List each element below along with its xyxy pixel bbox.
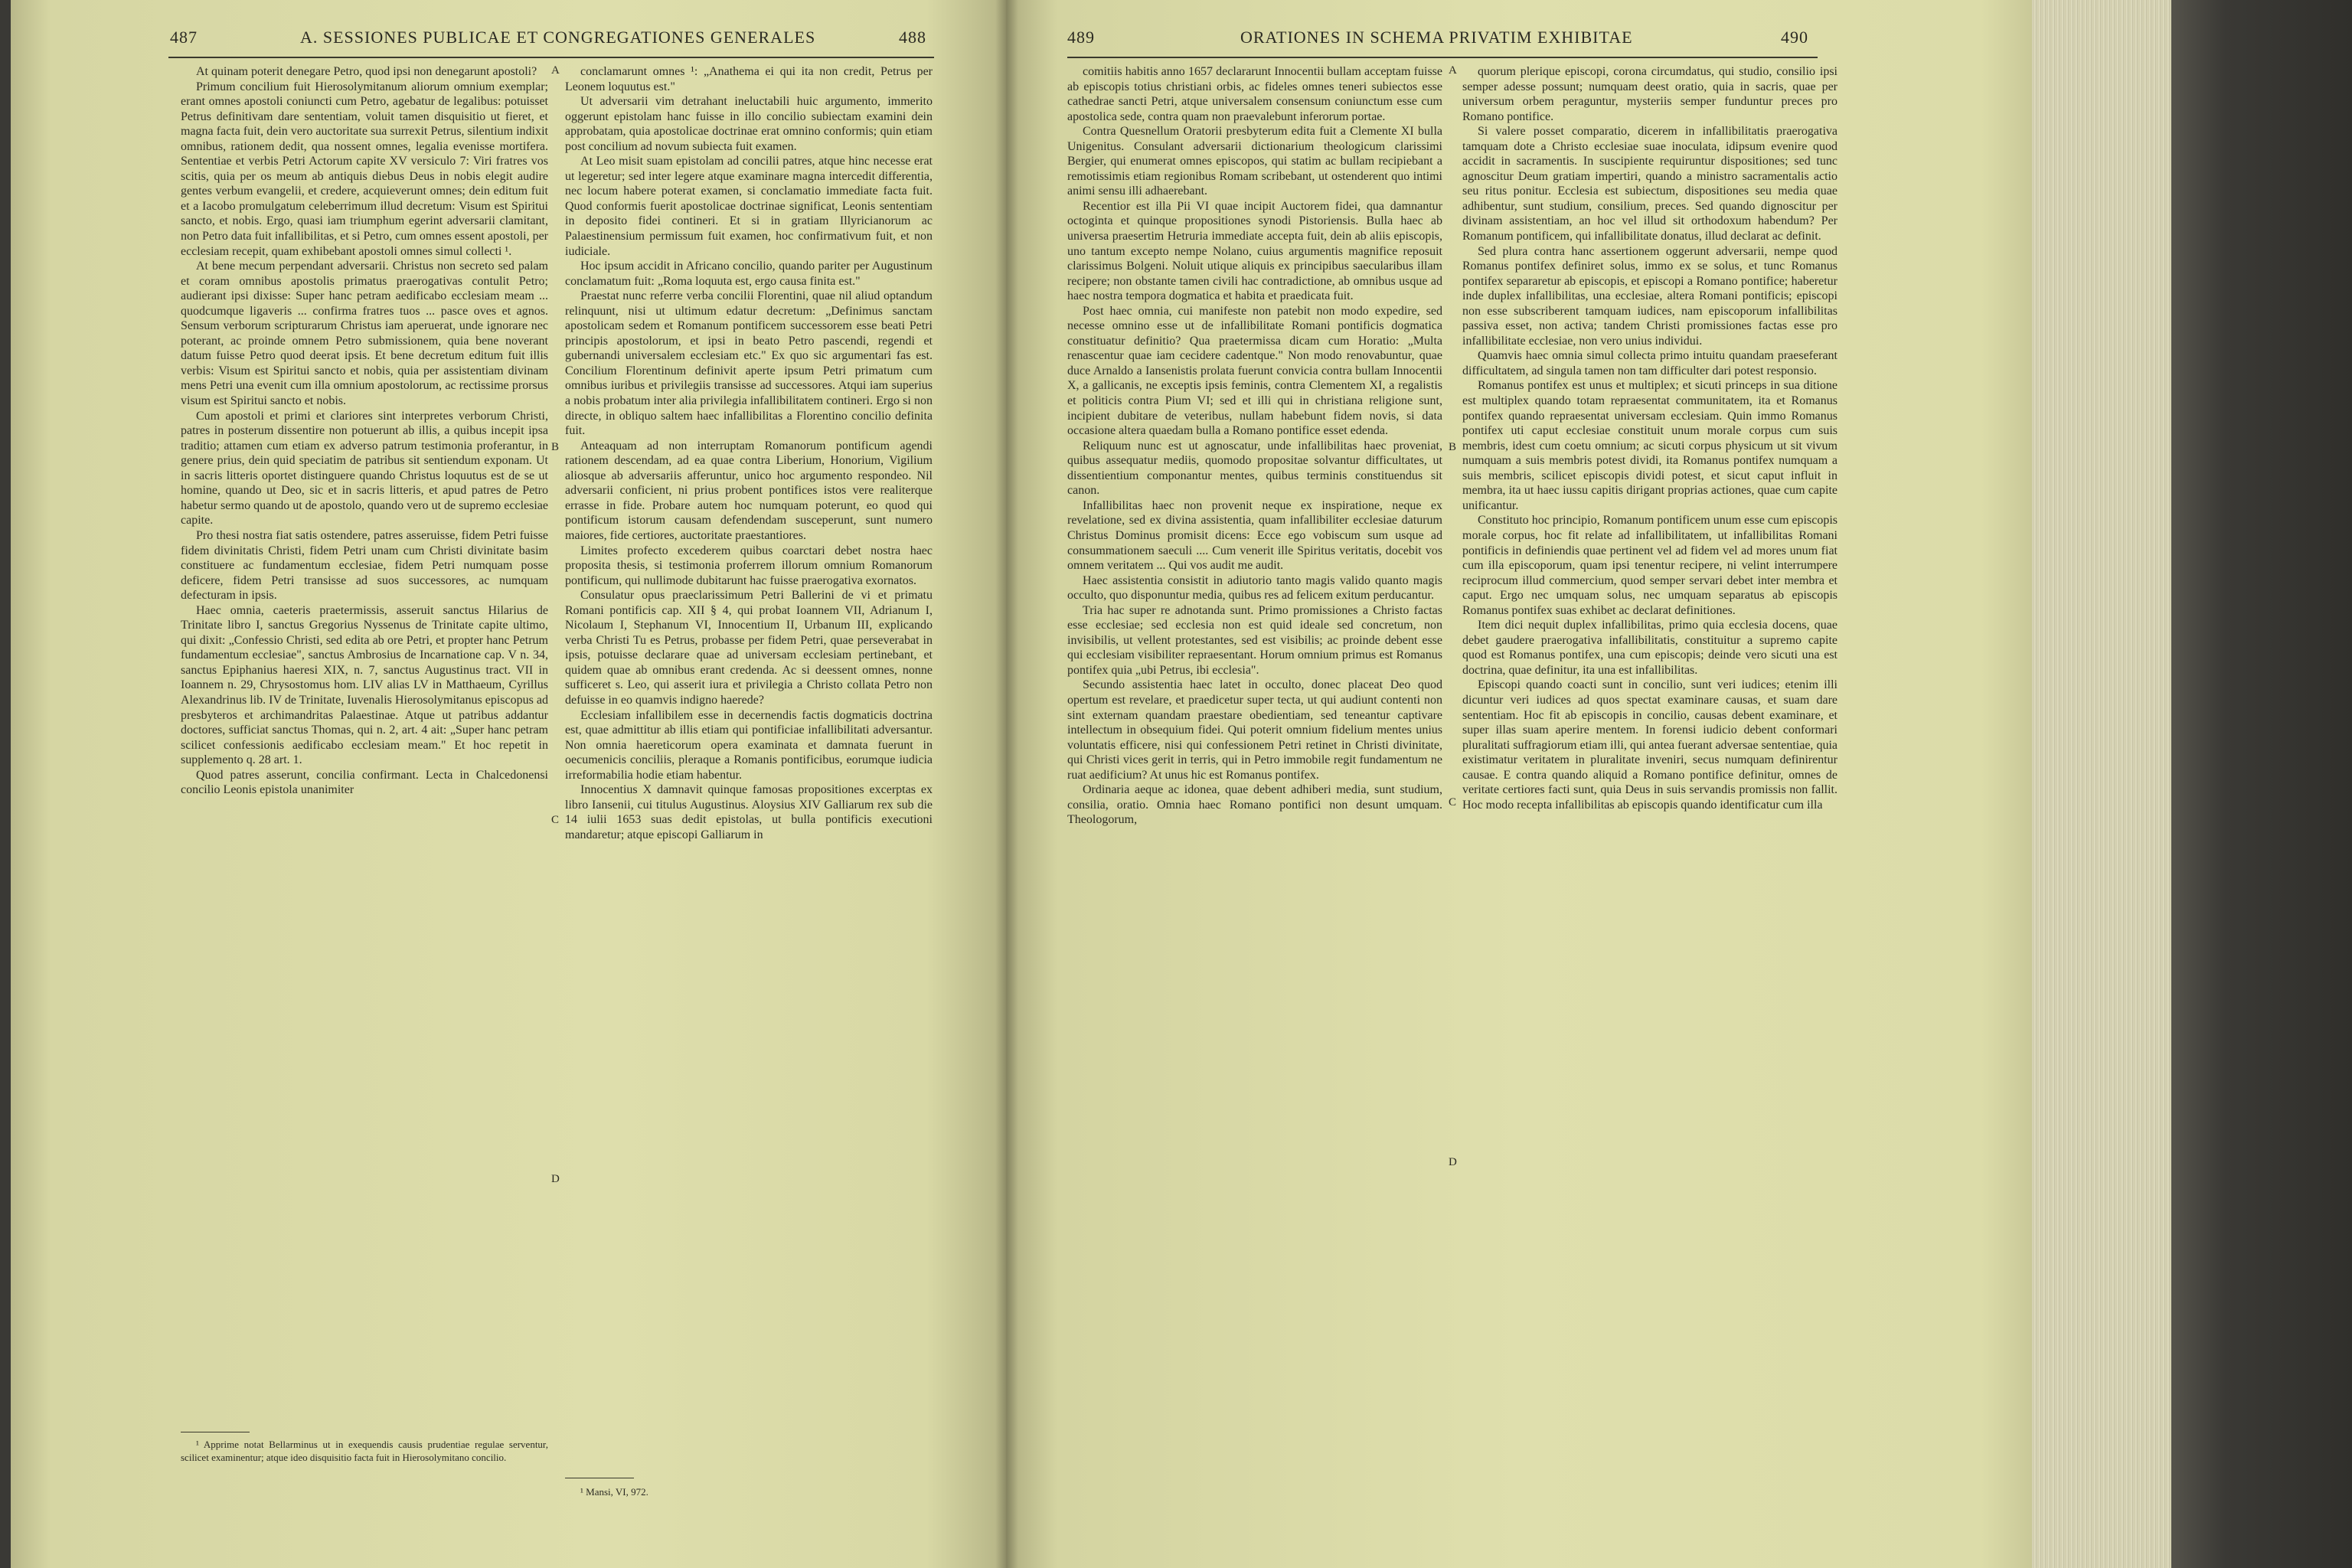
paragraph: Primum concilium fuit Hierosolymitanum aliorum omnium exemplar; erant omnes apostoli coniuncti cum Petro, agebatur de legalibus: potuisset Petrus definitivam dare sententiam, voluit tamen disquisitio ut fieret, et magna facta fuit, dein vero auctoritate sua surrexit Petrus, silentium indixit omnibus, rationem dedit, qua nossent omnes, legalia evenisse mortifera. Sententiae et verbis Petri Actorum capite XV versiculo 7: Viri fratres vos scitis, quia per os meum ab antiquis diebus Deus in nobis elegit audire gentes verbum evangelii, et credere, acquieverunt omnes; dein editum fuit et a Iacobo promulgatum celeberrimum illud decretum: Visum est Spiritui sancto, et nobis. Ergo, quasi iam triumphum egerint adversarii clamitant, non Petro data fuit infallibilitas, et si Petro, cum omnes essent apostoli, per ecclesiam recepit, quam exhibebant apostoli omnes simul collecti ¹.	[181, 80, 548, 258]
paragraph: Innocentius X damnavit quinque famosas propositiones excerptas ex libro Iansenii, cui titulus Augustinus. Aloysius XIV Galliarum rex sub die 14 iulii 1653 suas dedit epistolas, ut bulla pontificis executioni mandaretur; atque episcopi Galliarum in	[565, 783, 933, 841]
text-column-a	[181, 64, 548, 1416]
footnote	[181, 1438, 548, 1464]
margin-marker: B	[551, 441, 560, 453]
paragraph: Romanus pontifex est unus et multiplex; et sicuti princeps in sua ditione est multiplex quando totam repraesentat communitatem, ita et Romanus pontifex quando repraesentat universam ecclesiam. Quin immo Romanus pontifex uti caput ecclesiae constituit unum morale corpus cum suis membris, idest cum coetu omnium; ac sicuti corpus physicum ut sit vivum numquam a suis membris potest dividi, ita Romanus pontifex numquam a suis membris, scilicet episcopis dividi potest, et sicut caput influit in membra, ita ut haec iussu capitis dirigant proprias actiones, quae cum capite unificantur.	[1462, 379, 1838, 512]
paragraph: Item dici nequit duplex infallibilitas, primo quia ecclesia docens, quae debet gaudere praerogativa infallibilitatis, constituitur a supremo capite quod est Romanus pontifex, una cum episcopis; deinde vero sicuti una est doctrina, quae definitur, ita una est infallibilitas.	[1462, 619, 1838, 677]
paragraph: Post haec omnia, cui manifeste non patebit non modo expedire, sed necesse omnino esse ut de infallibilitate Romani pontificis dogmatica constituatur definitio? Qua praetermissa dicam cum Horatio: „Multa renascentur quae iam cecidere cadentque." Non modo renovabuntur, quae duce Arnaldo a Iansenistis prolata fuerunt convicia contra bullam Innocentii X, a gallicanis, ne exceptis ipsis feminis, contra Clementem XI, a regalistis et politicis contra Pium VI; sed et illi qui in christiana religione sunt, incipient dubitare de veteribus, nullam habebunt fidem novis, si data occasione altera quaedam bulla a Romano pontifice esset edenda.	[1067, 304, 1442, 438]
header-rule	[168, 57, 934, 58]
paragraph: At Leo misit suam epistolam ad concilii patres, atque hinc necesse erat ut legeretur; sed inter legere atque examinare magna intercedit differentia, nec locum habere poterat examen, si conclamatio immediate facta fuit. Quod conformis fuerit apostolicae doctrinae significat, Leonis sententiam in deposito fidei contineri. Et si in gratiam Illyricianorum ac Palaestinensium permissum fuit examen, hoc confirmativum fuit, et non iudiciale.	[565, 155, 933, 258]
paragraph: Tria hac super re adnotanda sunt. Primo promissiones a Christo factas esse ecclesiae; sed ecclesia non est quid ideale sed concretum, non invisibilis, ut vellent protestantes, sed est visibilis; ac proinde debent esse qui ecclesiam visibiliter repraesentant. Horum omnium primus est Romanus pontifex quia „ubi Petrus, ibi ecclesia".	[1067, 603, 1442, 677]
background-shadow	[2171, 0, 2352, 1568]
margin-marker: B	[1449, 441, 1457, 453]
page-number: 488	[899, 28, 926, 47]
paragraph: Ordinaria aeque ac idonea, quae debent adhiberi media, sunt studium, consilia, oratio. Omnia haec Romano pontifici non desunt umquam. Theologorum,	[1067, 783, 1442, 827]
paragraph: Consulatur opus praeclarissimum Petri Ballerini de vi et primatu Romani pontificis cap. XII § 4, qui probat Ioannem VII, Adrianum I, Nicolaum I, Stephanum VI, Innocentium II, Urbanum III, explicando verba Christi Tu es Petrus, probasse per fidem Petri, quae perseverabat in ipsis, potuisse declarare quae ad universam ecclesiam pertinebant, et quidem quae ab omnibus erant credenda. Ac si deessent omnes, nonne sufficeret s. Leo, qui asserit iura et privilegia a Christo collata Petro non defuisse in eo quamvis indigno haerede?	[565, 589, 933, 707]
book-spread	[11, 0, 2182, 1568]
margin-marker: A	[1449, 64, 1457, 77]
left-page	[11, 0, 1006, 1568]
paragraph: Infallibilitas haec non provenit neque ex inspiratione, neque ex revelatione, sed ex divina assistentia, quam infallibiliter ecclesiae daturum Christus Dominus promisit dicens: Ecce ego vobiscum sum usque ad consummationem saeculi .... Cum venerit ille Spiritus veritatis, docebit vos omnem veritatem ... Qui vos audit me audit.	[1067, 498, 1442, 573]
text-column-a	[1067, 64, 1442, 1493]
paragraph: Ut adversarii vim detrahant ineluctabili huic argumento, immerito oggerunt epistolam hanc fuisse in illo concilio subiectam examini dein approbatam, quia apostolicae doctrinae erat omnino conformis; quin etiam post concilium ad novum subiecta fuit examen.	[565, 95, 933, 153]
paragraph: Quod patres asserunt, concilia confirmant. Lecta in Chalcedonensi concilio Leonis epistola unanimiter	[181, 768, 548, 797]
margin-marker: C	[551, 814, 560, 826]
running-title: A. SESSIONES PUBLICAE ET CONGREGATIONES GENERALES	[300, 28, 816, 47]
page-number: 487	[170, 28, 198, 47]
paragraph: Praestat nunc referre verba concilii Florentini, quae nil aliud optandum relinquunt, nisi ut ultimum edatur decretum: „Definimus sanctam apostolicam sedem et Romanum pontificem successorem esse beati Petri principis apostolorum, et ipsi in beato Petro pascendi, regendi et gubernandi universalem ecclesiam etc." Ex quo sic argumentari fas est. Concilium Florentinum definivit aperte ipsum Petri primatum cum omnibus iuribus et privilegiis transisse ad successores. Atqui iam superius a nobis probatum inter alia privilegia infallibilitatem contineri. Ergo si non directe, in obliquo saltem haec infallibilitas a Florentino concilio definita fuit.	[565, 289, 933, 438]
paragraph: Reliquum nunc est ut agnoscatur, unde infallibilitas haec proveniat, quibus assequatur mediis, quomodo propositae solvantur difficultates, ut dissentientium componantur mentes, quibus terminis constituendus sit canon.	[1067, 439, 1442, 498]
margin-marker: C	[1449, 796, 1457, 808]
page-edges	[2032, 0, 2182, 1568]
text-column-b	[1462, 64, 1838, 1493]
page-number: 489	[1067, 28, 1095, 47]
paragraph: comitiis habitis anno 1657 declararunt Innocentii bullam acceptam fuisse ab episcopis totius christiani orbis, ac fideles omnes teneri subiectos esse cathedrae sancti Petri, atque universalem consensum coniunctum esse cum apostolica sede, contra quam non praevalebunt inferorum portae.	[1067, 65, 1442, 123]
paragraph: Ecclesiam infallibilem esse in decernendis factis dogmaticis doctrina est, quae admittitur ab illis etiam qui pontificiae infallibilitati adversantur. Non omnia haereticorum opera examinata et damnata fuerunt in oecumenicis conciliis, pleraque a Romanis pontificibus, eorumque iudicia irreformabilia hodie etiam habentur.	[565, 708, 933, 782]
footnote	[565, 1485, 933, 1498]
book-gutter	[995, 0, 1018, 1568]
margin-marker: A	[551, 64, 560, 77]
paragraph: Si valere posset comparatio, dicerem in infallibilitatis praerogativa tamquam dote a Christo ecclesiae suae inoculata, idipsum evenire quod accidit in sacramentis. In suscipiente requiruntur dispositiones; sed tunc agnoscitur Deum gratiam impertiri, quando a ministro sacramentalis actio seu ritus ponitur. Ecclesia est subiectum, dispositiones seu media quae adhibentur, sunt studium, consilium, preces. Sed quando dignoscitur per divinam assistentiam, an hoc vel illud sit orthodoxum habendum? Per Romanum pontificem, qui infallibilitate donatus, illud declarat ac definit.	[1462, 125, 1838, 243]
paragraph: quorum plerique episcopi, corona circumdatus, qui studio, consilio ipsi semper adesse possunt; numquam deest oratio, quia in sacris, quae per universum orbem peraguntur, mysteriis semper funduntur preces pro Romano pontifice.	[1462, 65, 1838, 123]
right-page	[1006, 0, 2032, 1568]
text-column-b	[565, 64, 933, 1493]
page-number: 490	[1781, 28, 1808, 47]
left-page-header	[11, 28, 1006, 58]
footnote-text: ¹ Mansi, VI, 972.	[580, 1486, 648, 1498]
paragraph: Quamvis haec omnia simul collecta primo intuitu quandam praeseferant difficultatem, ad singula tamen non tam difficulter dari potest responsio.	[1462, 349, 1838, 377]
paragraph: Haec assistentia consistit in adiutorio tanto magis valido quanto magis occulto, quo disponuntur media, quibus res ad felicem exitum perducantur.	[1067, 573, 1442, 603]
paragraph: conclamarunt omnes ¹: „Anathema ei qui ita non credit, Petrus per Leonem loquutus est."	[565, 65, 933, 93]
right-page-header	[1006, 28, 2032, 58]
paragraph: Anteaquam ad non interruptam Romanorum pontificum agendi rationem descendam, ad ea quae contra Liberium, Honorium, Vigilium aliosque ab adversariis afferuntur, unico hoc argumento respondeo. Nil adversarii conficient, ni prius probent pontifices istos vere realiterque errasse in fide. Probare autem hoc numquam poterunt, eo quod qui pontificum istorum causam defendendam susceperunt, sunt numero maiores, fide certiores, auctoritate praestantiores.	[565, 439, 933, 542]
paragraph: Episcopi quando coacti sunt in concilio, sunt veri iudices; etenim illi dicuntur veri iudices ad quos spectat examinare causas, et suam dare sententiam. Hoc fit ab episcopis in concilio, causas debent examinare, et super illas suam aperire mentem. In forensi iudicio debent conformari pluralitati suffragiorum etiam illi, qui antea fuerant adversae sententiae, quia existimatur veritatem in pluralitate inveniri, secus numquam definirentur causae. E contra quando aliquid a Romano pontifice definitur, omnes de veritate certiores facti sunt, quia Deus in suis servandis promissis non fallit. Hoc modo recepta infallibilitas ab episcopis quando identificatur cum illa	[1462, 678, 1838, 812]
paragraph: At quinam poterit denegare Petro, quod ipsi non denegarunt apostoli?	[196, 65, 537, 78]
paragraph: Haec omnia, caeteris praetermissis, asseruit sanctus Hilarius de Trinitate libro I, sanctus Gregorius Nyssenus de Trinitate capite ultimo, qui dixit: „Confessio Christi, sed edita ab ore Petri, et propter hanc Petrum fundamentum ecclesiae", sanctus Ambrosius de Incarnatione cap. V n. 34, sanctus Epiphanius haeresi XIX, n. 7, sanctus Augustinus tract. VII in Ioannem n. 29, Chrysostomus hom. LIV alias LV in Matthaeum, Cyrillus Alexandrinus lib. IV de Trinitate, Iuvenalis Hierosolymitanus episcopus ad presbyteros et archimandritas Palaestinae. Atque ut patribus addantur doctores, sufficiat sanctus Thomas, qui n. 2, art. 4 ait: „Super hanc petram scilicet confessionis aedificabo ecclesiam meam." Et hoc repetit in supplemento q. 28 art. 1.	[181, 603, 548, 767]
paragraph: Sed plura contra hanc assertionem oggerunt adversarii, nempe quod Romanus pontifex definiret solus, immo ex se solus, et tunc Romanus pontifex separaretur ab episcopis, et episcopi a Romano pontifice; haberetur inde duplex infallibilitas, una ecclesiae, altera Romani pontificis; episcopi non esse subscriberent tamquam iudices, nam episcoporum infallibilitas passiva esset, non activa; tandem Christi promissiones factas esse pro infallibilitate ecclesiae, non vero unius individui.	[1462, 244, 1838, 348]
header-rule	[1067, 57, 1818, 58]
running-title: ORATIONES IN SCHEMA PRIVATIM EXHIBITAE	[1240, 28, 1633, 47]
paragraph: Cum apostoli et primi et clariores sint interpretes verborum Christi, patres in posterum dissentire non potuerunt ab illis, a quibus incepit ipsa traditio; attamen cum etiam ex adverso patrum testimonia proferantur, in genere prius, dein quid speciatim de patribus sit sentiendum exponam. Ut in sacris litteris oportet distinguere quando Christus loquutus est de se ut homine, quando ut Deo, sic et in sacris litteris, et apud patres de Petro habetur sermo quando ut de apostolo, quando vero ut de supremo ecclesiae capite.	[181, 409, 548, 528]
margin-marker: D	[551, 1173, 560, 1185]
paragraph: Constituto hoc principio, Romanum pontificem unum esse cum episcopis morale corpus, hoc fit relate ad infallibilitatem, ut infallibilitas Romani pontificis in definiendis quae pertinent vel ad fidem vel ad mores unum fiat cum illa episcoporum, quam ipsi tenentur recipere, ni velint interrumpere reciprocum illud commercium, quod semper servari debet inter membra et caput. Ergo nec umquam solus, nec umquam separatus ab episcopis Romanus pontifex suas exhibet ac declarat definitiones.	[1462, 514, 1838, 617]
paragraph: At bene mecum perpendant adversarii. Christus non secreto sed palam et coram omnibus apostolis primatus praerogativas contulit Petro; audierant ipsi dixisse: Super hanc petram aedificabo ecclesiam meam ... quodcumque ligaveris ... confirma fratres tuos ... pasce oves et agnos. Sensum verborum scripturarum Christus iam aperuerat, unde ignorare nec poterant, ac proinde omnem Petro submissionem, quia bene noverant datum fuisse Petro quod deerat ipsis. Et bene decretum editum fuit illis verbis: Visum est Spiritui sancto et nobis, quia per assistentiam divinam mens Petri una evenit cum illa omnium apostolorum, ac rectissime prorsus visum est Spiritui sancto et nobis.	[181, 260, 548, 408]
paragraph: Hoc ipsum accidit in Africano concilio, quando pariter per Augustinum conclamatum fuit: „Roma loquuta est, ergo causa finita est."	[565, 260, 933, 288]
paragraph: Contra Quesnellum Oratorii presbyterum edita fuit a Clemente XI bulla Unigenitus. Consulant adversarii dictionarium theologicum clarissimi Bergier, qui enumerat omnes episcopos, qui statim ac bullam recipiebant a remotissimis etiam regionibus Romam scribebant, ut ostenderent quo intimi animi sensu illi adhaerebant.	[1067, 125, 1442, 198]
paragraph: Recentior est illa Pii VI quae incipit Auctorem fidei, qua damnantur octoginta et quinque propositiones synodi Pistoriensis. Bulla haec ab universa praesertim Hetruria immediate accepta fuit, dein ab aliis episcopis, uno tantum excepto nempe Nolano, cuius argumentis magnifice reposuit clarissimus Bolgeni. Noluit utique aliquis ex principibus saecularibus illam recipere; non obstante tamen civili hac contradictione, ab omnibus usque ad haec nostra tempora dogmatica et habita et praedicata fuit.	[1067, 199, 1442, 303]
margin-marker: D	[1449, 1156, 1457, 1168]
paragraph: Pro thesi nostra fiat satis ostendere, patres asseruisse, fidem Petri fuisse fidem divinitatis Christi, fidem Petri unam cum Christi divinitate basim constituere ac fundamentum ecclesiae, fidem Petri numquam posse deficere, fidem Petri transisse ad suos successores, ac numquam defecturam in ipsis.	[181, 528, 548, 603]
paragraph: Limites profecto excederem quibus coarctari debet nostra haec proposita thesis, si testimonia proferrem illorum omnium Romanorum pontificum, qui nullimode dubitarunt hac fuisse praerogativa exornatos.	[565, 544, 933, 587]
paragraph: Secundo assistentia haec latet in occulto, donec placeat Deo quod opertum est revelare, et praedicetur super tecta, ut qui audiunt contenti non sint externam quandam praestare obedientiam, sed teneantur captivare intellectum in obsequium fidei. Qui poterit omnium fidelium mentes unius voluntatis efficere, nisi qui confessionem Petri retinet in Christi divinitate, qui Christi vices gerit in terris, qui in Petro immobile regit fundamentum ne ruat aedificium? At unus hic est Romanus pontifex.	[1067, 678, 1442, 782]
footnote-text: ¹ Apprime notat Bellarminus ut in exequendis causis prudentiae regulae serventur, scilicet examinentur; atque ideo disquisitio facta fuit in Hierosolymitano concilio.	[181, 1439, 548, 1463]
